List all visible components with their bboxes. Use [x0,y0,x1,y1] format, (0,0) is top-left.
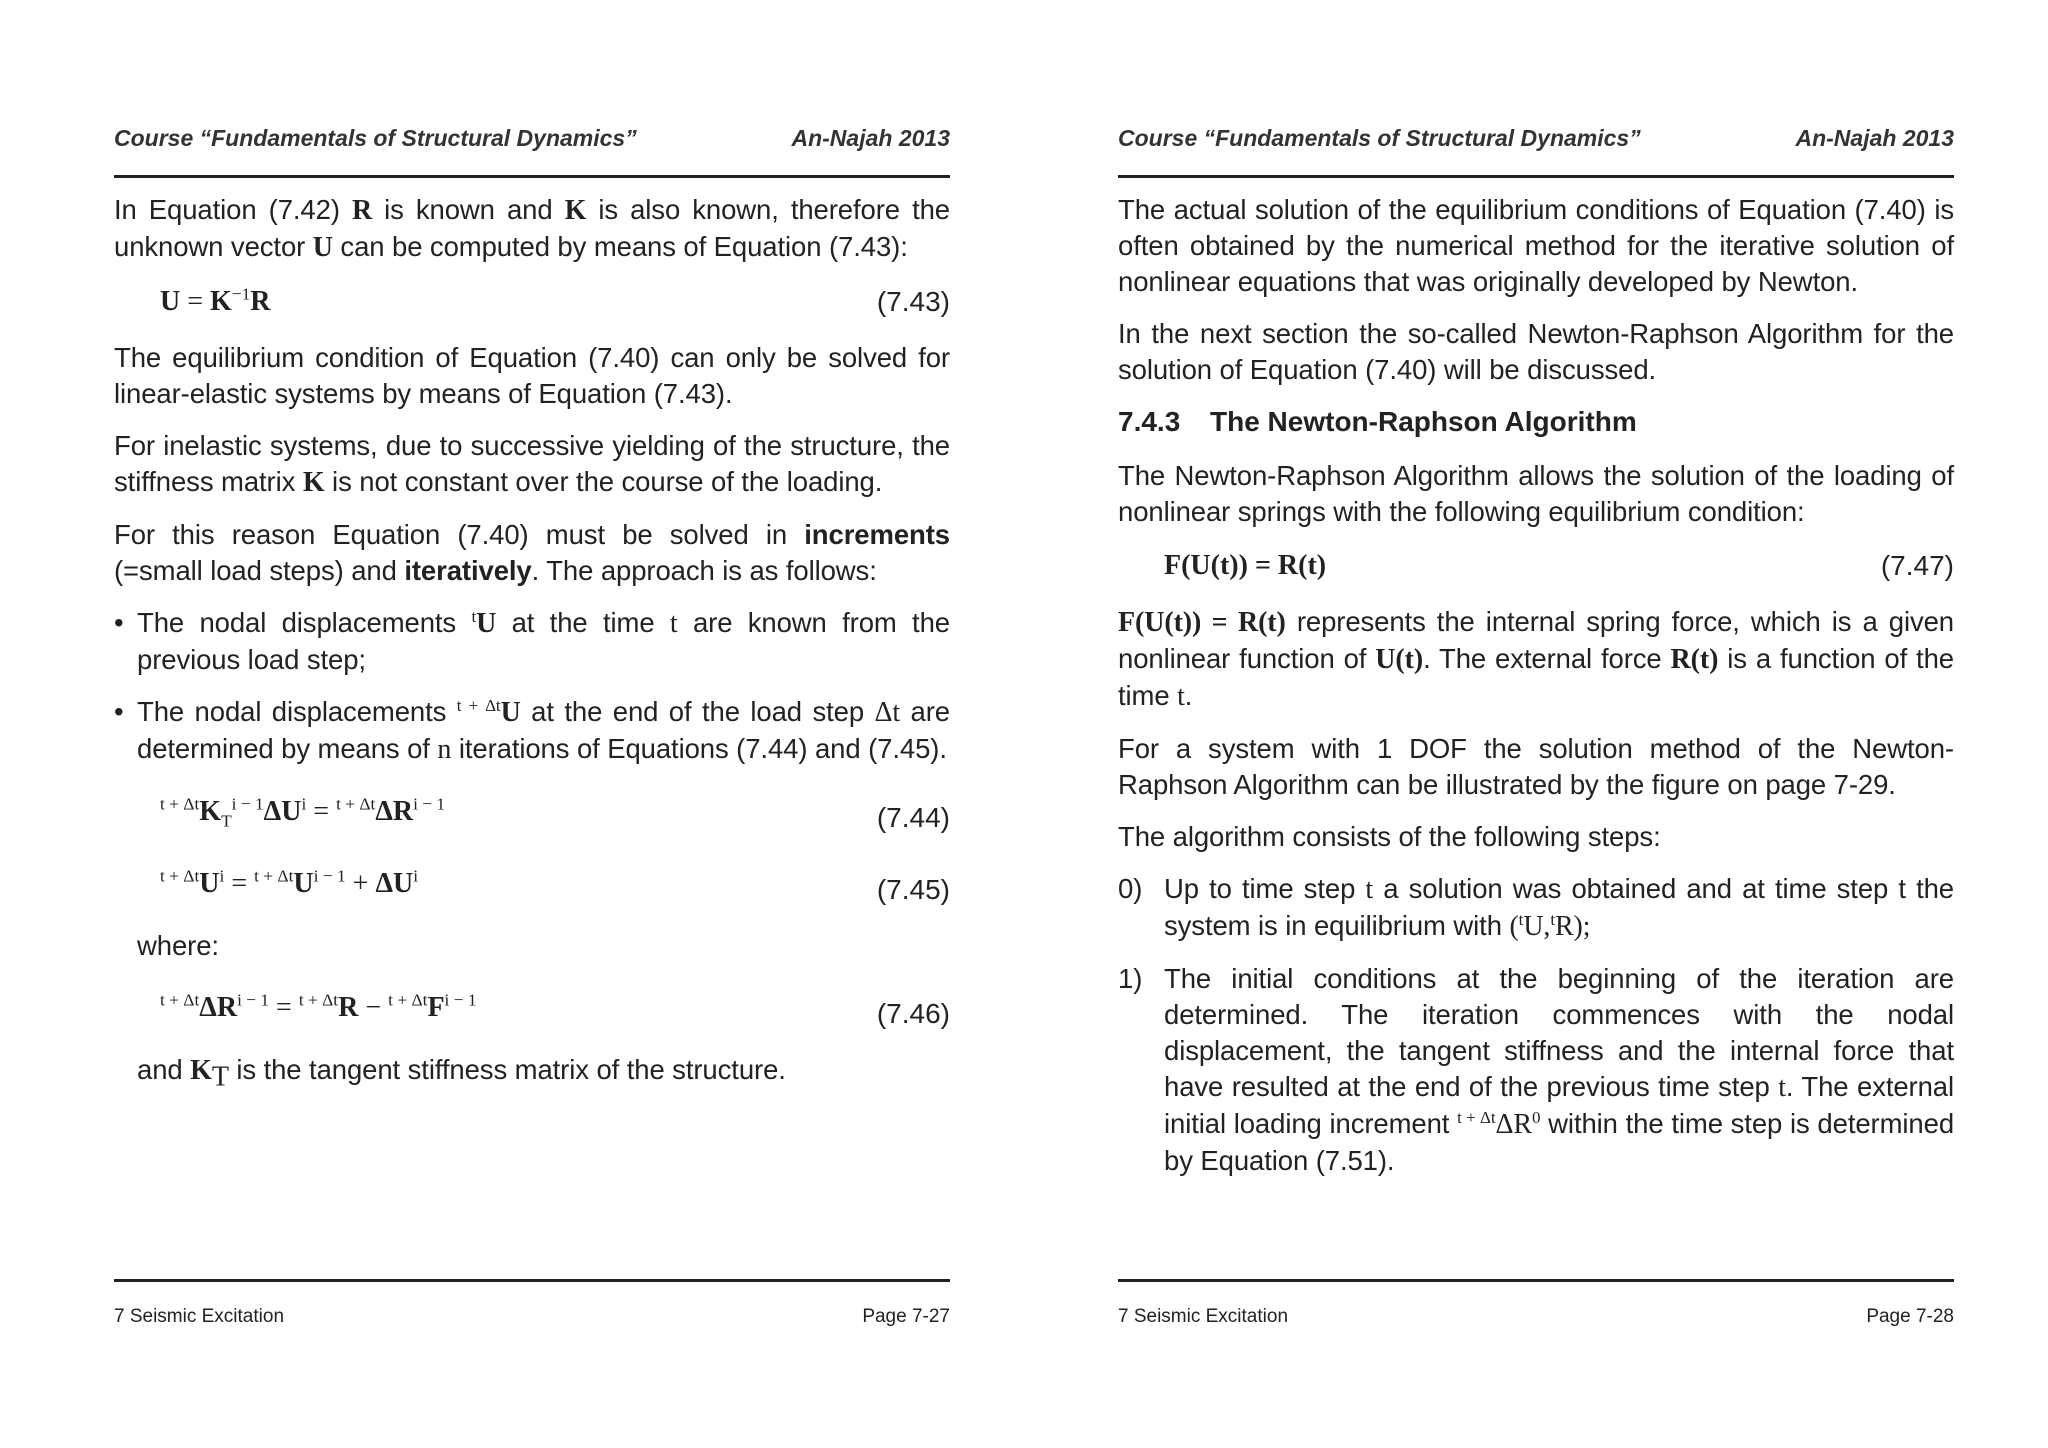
equation-7-43: $U = K^{-1}R$ (7.43) [114,282,950,322]
chapter-label: 7 Seismic Excitation [1118,1306,1289,1327]
header-rule [1118,175,1954,178]
paragraph: F(U(t)) = R(t) represents the internal spring force, which is a given nonlinear function of U(t). The external force R(t) is a function of the time t. [1118,606,1954,712]
page-number: Page 7-28 [1866,1306,1954,1327]
paragraph: For inelastic systems, due to successive yielding of the structure, the stiffness matrix K is not constant over the course of the loading. [114,430,950,498]
paragraph: The equilibrium condition of Equation (7.40) can only be solved for linear-elastic systems by means of Equation (7.43). [114,342,950,409]
paragraph: The algorithm consists of the following steps: [1118,821,1661,852]
paragraph: The actual solution of the equilibrium conditions of Equation (7.40) is often obtained by the numerical method for the iterative solution of nonlinear equations that was originally developed by Newton. [1118,194,1954,297]
section-number: 7.4.3 [1118,406,1181,437]
list-item: 1) The initial conditions at the beginning of the iteration are determined. The iteration commences with the nodal displacement, the tangent stiffness and the internal force that have resulted at the end of the previous time step t. The external initial loading increment $^{t + \Delta t}\Delta R^0$ within the time step is determined by Equation (7.51). [1118,963,1955,1176]
equation-7-45: $^{t + \Delta t}U^i = ^{t + \Delta t}U^{i - 1} + \Delta U^i$ (7.45) [114,856,950,910]
paragraph: and $K_T$ is the tangent stiffness matrix of the structure. [137,1054,786,1093]
paragraph: The Newton-Raphson Algorithm allows the solution of the loading of nonlinear springs with the following equilibrium condition: [1118,460,1954,527]
page-number: Page 7-27 [862,1306,950,1327]
bullet-icon: • [114,607,124,638]
institution: An-Najah 2013 [791,125,950,151]
page-header [114,125,950,157]
paragraph: In Equation (7.42) R is known and K is also known, therefore the unknown vector U can be computed by means of Equation (7.43): [114,194,950,263]
paragraph: where: [137,930,219,961]
bullet-icon: • [114,696,124,727]
footer-rule [1118,1279,1954,1282]
equation-number: (7.45) [876,874,950,905]
footer-rule [114,1279,950,1282]
equation-number: (7.47) [1880,550,1954,581]
page-header [1118,125,1954,157]
chapter-label: 7 Seismic Excitation [114,1306,285,1327]
equation-number: (7.46) [876,998,950,1029]
section-title: The Newton-Raphson Algorithm [1210,406,1637,437]
section-heading [1118,404,1954,440]
list-item: • The nodal displacements $^{t + \Delta t}$U at the end of the load step Δt are determined by means of n iterations of Equations (7.44) and (7.45). [114,695,951,765]
list-item: • The nodal displacements $^t$U at the time t are known from the previous load step; [114,606,950,675]
course-title: Course “Fundamentals of Structural Dynamics” [1118,125,1641,151]
page-content [1118,192,1954,1195]
header-rule [114,175,950,178]
equation-number: (7.44) [876,802,950,833]
equation-7-46: $^{t + \Delta t}\Delta R^{i - 1} = ^{t + \Delta t}R - ^{t + \Delta t}F^{i - 1}$ (7.46) [114,980,950,1034]
equation-7-47: F(U(t)) = R(t) (7.47) [1118,546,1954,586]
institution: An-Najah 2013 [1795,125,1954,151]
paragraph: In the next section the so-called Newton-Raphson Algorithm for the solution of Equation (7.40) will be discussed. [1118,318,1954,385]
paragraph: For this reason Equation (7.40) must be solved in increments (=small load steps) and iteratively. The approach is as follows: [114,519,950,586]
equation-number: (7.43) [876,286,950,317]
page-content [114,192,950,1105]
course-title: Course “Fundamentals of Structural Dynamics” [114,125,637,151]
paragraph: For a system with 1 DOF the solution method of the Newton-Raphson Algorithm can be illustrated by the figure on page 7-29. [1118,733,1954,800]
equation-7-44: $^{t + \Delta t}K_T^{i - 1}\Delta U^i = ^{t + \Delta t}\Delta R^{i - 1}$ (7.44) [114,784,950,838]
list-item: 0) Up to time step t a solution was obtained and at time step t the system is in equilibrium with ($^t$U,$^t$R); [1118,873,1955,942]
